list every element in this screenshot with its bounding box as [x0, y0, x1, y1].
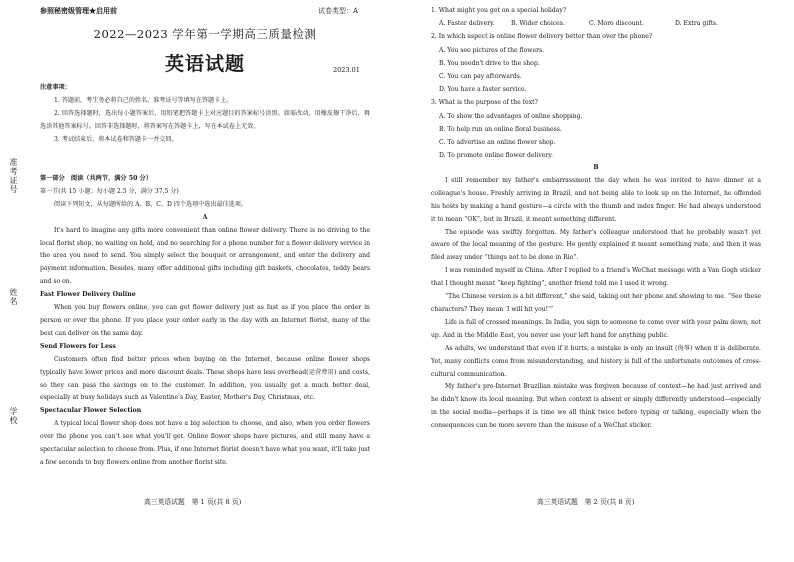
- question-option: C. You can pay afterwards.: [439, 73, 522, 81]
- question-option: A. You see pictures of the flowers.: [439, 46, 545, 54]
- notes-title: 注意事项：: [40, 84, 71, 91]
- subject-title: 英语试题: [164, 53, 245, 75]
- question-option: A. Faster delivery.: [439, 20, 495, 28]
- notes-item: 2. 回答选择题时，选出每小题答案后，用铅笔把答题卡上对应题目的答案标号涂黑。如需改动，用橡皮擦干净后，再选涂其他答案标号。回答非选择题时，将答案写在答题卡上，写在本试卷上无效。: [40, 109, 370, 130]
- question-option: B. Wider choices.: [511, 20, 565, 28]
- passage-a-paragraph-1: When you buy flowers online, you can get flower delivery just as fast as if you place the order in person or over the phone. If you place your order early in the day with an Internet florist, many of the best can deliver on the same day.: [40, 304, 370, 337]
- questions-section: [431, 4, 761, 162]
- passage-a-paragraph-2: Customers often find better prices when buying on the Internet, because online flower shops typically have lower prices and more discount deals. These shops have less overhead(运营费用) and costs, so they can pass the savings on to the customer. In addition, you usually get a much better deal, especially at busy holidays such as Valentine's Day, Easter, Mother's Day, Christmas, etc.: [40, 355, 370, 402]
- passage-b-label: B: [593, 164, 599, 171]
- side-label-school: 学校: [9, 407, 18, 425]
- page-1: [40, 0, 370, 562]
- side-label-ticket-number: 准考证号: [9, 158, 18, 194]
- question-option: D. Extra gifts.: [675, 20, 718, 28]
- notes-item: 1. 答题前，考生务必将自己的姓名、准考证号等填写在答题卡上。: [54, 96, 233, 104]
- passage-a-heading-2: Send Flowers for Less: [40, 342, 116, 350]
- section1-instruction: 阅读下列短文，从每题所给的 A、B、C、D 四个选项中选出最佳选项。: [54, 200, 247, 208]
- passage-a-paragraph-3: A typical local flower shop does not have a big selection to choose, and also, when you order flowers over the phone you can't see what you'll get. Online flower shops have pictures, and still many have a spectacular selection to choose from. Plus, if one Internet florist doesn't have what you want, it'll take just a few seconds to buy flowers online from another florist site.: [40, 420, 370, 466]
- section1-title: 第一节(共 15 小题；每小题 2.5 分，满分 37.5 分): [40, 187, 179, 195]
- side-label-name: 姓名: [9, 288, 18, 306]
- exam-title: 2022—2023 学年第一学期高三质量检测: [93, 27, 317, 41]
- page-2: [431, 0, 761, 562]
- passage-b-paragraph: My father's pre-Internet Brazilian mistake was forgiven because of context—he had just arrived and he didn't know its local meaning. But when context is absent or simply differently understood—especially in the social media—perhaps it is time we all think twice before typing or talking, especially when the consequences can be more severe than the misuse of a WeChat sticker.: [431, 383, 761, 430]
- passage-a-heading-1: Fast Flower Delivery Online: [40, 291, 136, 299]
- question-stem: 1. What might you get on a special holiday?: [431, 7, 567, 14]
- passage-a-heading-3: Spectacular Flower Selection: [40, 407, 142, 415]
- page-1-footer: 高三英语试题 第 1 页(共 8 页): [144, 498, 242, 506]
- paper-type-label: 试卷类型：A: [318, 7, 359, 15]
- passage-b-paragraph: “The Chinese version is a bit different,” she said, taking out her phone and showing to me. “See these characters? They mean ‘I will hit you!’”: [431, 293, 761, 313]
- page-2-footer: 高三英语试题 第 2 页(共 8 页): [537, 498, 635, 506]
- passage-a-label: A: [202, 213, 208, 221]
- question-option: C. More discount.: [589, 20, 644, 28]
- question-options-row: [431, 17, 761, 30]
- confidential-label: 参照秘密级管理★启用前: [40, 6, 117, 15]
- passage-b-paragraph: As adults, we understand that even if it hurts, a mistake is only an insult (侮辱) when it is deliberate. Yet, many conflicts come from misunderstanding, and history is full of the unfortunate outcomes of cross-cultural communication.: [431, 344, 761, 378]
- part1-section: [40, 173, 370, 470]
- question-option: D. You have a faster service.: [439, 86, 527, 94]
- notes-item: 3. 考试结束后，将本试卷和答题卡一并交回。: [54, 135, 178, 143]
- question-stem: 3. What is the purpose of the text?: [431, 99, 538, 107]
- passage-b-paragraph: I still remember my father's embarrassment the day when he was invited to have dinner at a colleague's house. Freshly arriving in Brazil, and not being able to look up on the Internet, he offended his hosts by making a hand gesture—a circle with the thumb and index finger. He had always understood it to mean “OK”, but in Brazil, it meant something different.: [431, 176, 761, 223]
- passage-b: [431, 162, 761, 433]
- question-stem: 2. In which aspect is online flower delivery better than over the phone?: [431, 33, 653, 41]
- part1-title: 第一部分 阅读（共两节，满分 50 分）: [40, 175, 152, 182]
- passage-a-intro: It's hard to imagine any gifts more convenient than online flower delivery. There is no driving to the local florist shop, no waiting on hold, and no searching for a phone number for a flower delivery service in the area you need to send. You simply select the bouquet or arrangement, and enter the delivery and payment information. Besides, many offer additional gifts including gift baskets, chocolates, teddy bears and so on.: [40, 226, 370, 286]
- question-option: B. To help run an online floral business.: [439, 125, 562, 133]
- exam-date: 2023.01: [333, 66, 360, 74]
- notes-section: [40, 82, 370, 147]
- passage-b-paragraph: Life is full of crossed meanings. In India, you sign to someone to come over with your palm down, not up. And in the Middle East, you never use your left hand for anything public.: [431, 318, 761, 339]
- question-option: B. You needn't drive to the shop.: [439, 59, 540, 67]
- passage-b-paragraph: I was reminded myself in China. After I replied to a friend's WeChat message with a Van Gogh sticker that I thought meant “keep fighting”, another friend told me I used it wrong.: [431, 267, 761, 288]
- question-option: A. To show the advantages of online shopping.: [439, 112, 583, 120]
- passage-b-paragraph: The episode was swiftly forgotten. My father's colleague understood that he probably wasn't yet aware of the local meaning of the gesture. He gently explained it meant something rude, and then it was filed away under “things not to be done in Rio”.: [431, 228, 761, 262]
- question-option: C. To advertise an online flower shop.: [439, 139, 556, 147]
- question-option: D. To promote online flower delivery.: [439, 152, 553, 160]
